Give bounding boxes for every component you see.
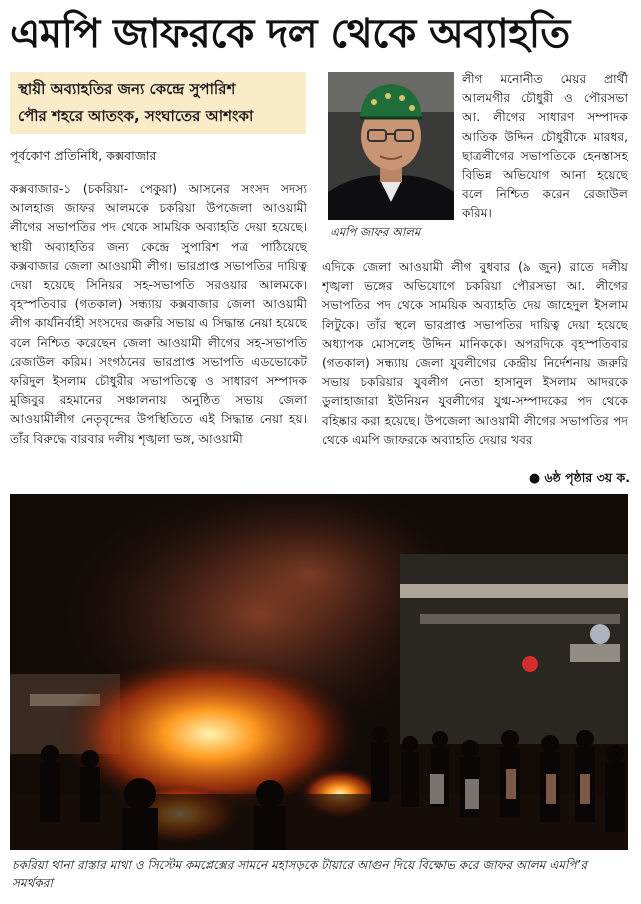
continued-label: ৬ষ্ঠ পৃষ্ঠার ৩য় ক. xyxy=(544,470,630,485)
continued-note xyxy=(490,470,630,490)
subheadline-box xyxy=(10,72,306,134)
protest-photo xyxy=(10,494,628,850)
subheadline-1: স্থায়ী অব্যাহতির জন্য কেন্দ্রে সুপারিশ xyxy=(18,80,236,98)
photo-caption: চকরিয়া থানা রাস্তার মাথা ও সিস্টেম কমপ্লেক্সের সামনে মহাসড়কে টায়ারে আগুন দিয়ে বিক্ষোভ করে জাফর আলম এমপি’র সমর্থকরা xyxy=(12,858,587,890)
article-body-right: এদিকে জেলা আওয়ামী লীগ বুধবার (৯ জুন) রাতে দলীয় শৃঙ্খলা ভঙ্গের অভিযোগে চকরিয়া পৌরসভা আ. লীগের সভাপতির পদ থেকে সাময়িক অব্যাহতি দেয় জাহেদুল ইসলাম লিটুকে। তাঁর স্থলে ভারপ্রাপ্ত সভাপতির দায়িত্ব দেয়া হয়েছে অধ্যাপক মোসলেহ উদ্দিন মানিককে। অপরদিকে বৃহস্পতিবার (গতকাল) সন্ধ্যায় জেলা যুবলীগের কেন্দ্রীয় নির্দেশনায় জরুরি সভায় চকরিয়ার যুবলীগ নেতা হাসানুল ইসলাম আদরকে ডুলাহাজারা ইউনিয়ন যুবলীগের যুগ্ম-সম্পাদকের পদ থেকে বহিষ্কার করা হয়েছে। উপজেলা আওয়ামী লীগের সভাপতির পদ থেকে এমপি জাফরকে অব্যাহতি দেয়ার খবর xyxy=(322,260,628,447)
portrait-photo xyxy=(328,72,454,220)
article-body-right-top: লীগ মনোনীত মেয়র প্রার্থী আলমগীর চৌধুরী ও পৌরসভা আ. লীগের সাধারণ সম্পাদক আতিক উদ্দিন চৌধুরীকে মারধর, ছাত্রলীগের সভাপতিকে হেনস্তাসহ বিভিন্ন অভিযোগ আনা হয়েছে বলে নিশ্চিত করেন রেজাউল করিম। xyxy=(462,72,628,221)
byline: পূর্বকোণ প্রতিনিধি, কক্সবাজার xyxy=(10,148,157,163)
portrait-caption: এমপি জাফর আলম xyxy=(330,225,421,239)
headline: এমপি জাফরকে দল থেকে অব্যাহতি xyxy=(10,11,570,57)
subheadline-2: পৌর শহরে আতংক, সংঘাতের আশংকা xyxy=(18,107,254,125)
article-body-left: কক্সবাজার-১ (চকরিয়া- পেকুয়া) আসনের সংসদ সদস্য আলহাজ জাফর আলমকে চকরিয়া উপজেলা আওয়ামী লীগের সভাপতির পদ থেকে সাময়িক অব্যাহতি দেয়া হয়েছে। স্থায়ী অব্যাহতির জন্য কেন্দ্রে সুপারিশ পত্র পাঠিয়েছে কক্সবাজার জেলা আওয়ামী লীগ। ভারপ্রাপ্ত সভাপতির দায়িত্ব দেয়া হয়েছে সিনিয়র সহ-সভাপতি সরওয়ার আলমকে। বৃহস্পতিবার (গতকাল) সন্ধ্যায় কক্সবাজার জেলা আওয়ামী লীগ কার্যনির্বাহী সংসদের জরুরি সভায় এ সিদ্ধান্ত নেয়া হয়েছে বলে নিশ্চিত করেছেন জেলা আওয়ামী লীগের সহ-সভাপতি রেজাউল করিম। সংগঠনের ভারপ্রাপ্ত সভাপতি এডভোকেট ফরিদুল ইসলাম চৌধুরীর সভাপতিত্বে ও সাধারণ সম্পাদক মুজিবুর রহমানের সঞ্চালনায় অনুষ্ঠিত সভায় জেলা আওয়ামীলীগ নেতৃবৃন্দের উপস্থিতিতে এই সিদ্ধান্ত নেয়া হয়। তাঁর বিরুদ্ধে বারবার দলীয় শৃঙ্খলা ভঙ্গ, আওয়ামী xyxy=(10,182,307,446)
bullet-icon: ● xyxy=(528,471,541,486)
